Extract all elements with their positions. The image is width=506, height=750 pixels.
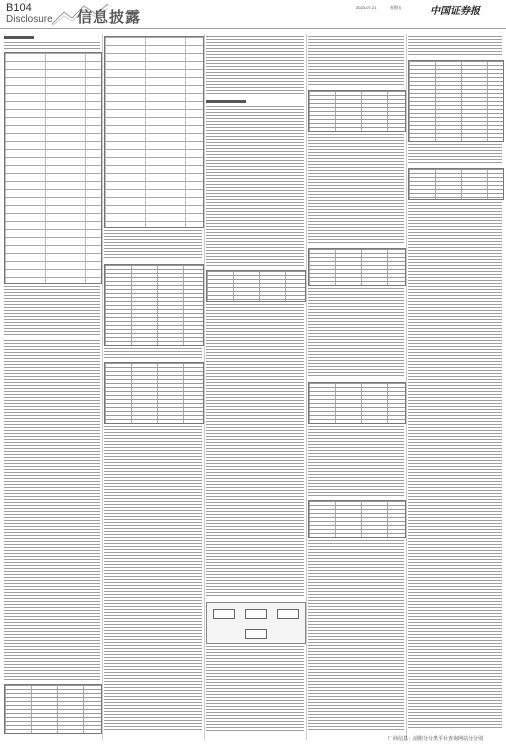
issue-date: 2023-07-21 xyxy=(356,5,377,10)
text-paragraph xyxy=(4,42,100,50)
text-paragraph xyxy=(308,288,404,378)
data-table xyxy=(308,382,406,424)
page-header xyxy=(0,0,506,29)
article-heading-bar xyxy=(206,100,246,103)
column-divider xyxy=(102,34,103,740)
text-paragraph xyxy=(4,340,100,680)
text-paragraph xyxy=(308,36,404,86)
text-paragraph xyxy=(206,646,304,732)
diagram-node xyxy=(245,609,267,619)
text-paragraph xyxy=(206,106,304,266)
column-divider xyxy=(204,34,205,740)
diagram-node xyxy=(245,629,267,639)
data-table xyxy=(308,90,406,132)
text-paragraph xyxy=(104,230,202,260)
text-paragraph xyxy=(408,36,502,56)
issue-weekday: 星期五 xyxy=(390,5,402,10)
section-title: 信息披露 xyxy=(77,8,142,26)
article-heading-bar xyxy=(4,36,34,39)
column-divider xyxy=(306,34,307,740)
diagram-node xyxy=(277,609,299,619)
data-table xyxy=(308,248,406,286)
data-table xyxy=(4,52,102,284)
page-section-label: Disclosure xyxy=(6,14,53,25)
diagram-node xyxy=(213,609,235,619)
data-table xyxy=(104,264,204,346)
footer-note: 厂商信息：前附分分类平台查询网站分分别 xyxy=(388,736,484,742)
data-table xyxy=(104,362,204,424)
newspaper-logo: 中国证券报 xyxy=(430,6,480,17)
data-table xyxy=(408,60,504,142)
data-table xyxy=(104,36,204,228)
page-code: B104 xyxy=(6,2,32,14)
text-paragraph xyxy=(308,540,404,732)
ownership-diagram xyxy=(206,602,306,644)
text-paragraph xyxy=(104,426,202,732)
text-paragraph xyxy=(308,134,404,244)
data-table xyxy=(4,684,102,734)
data-table xyxy=(206,270,306,302)
column-divider xyxy=(406,34,407,740)
text-paragraph xyxy=(206,36,304,96)
text-paragraph xyxy=(4,286,100,336)
data-table xyxy=(308,500,406,538)
text-paragraph xyxy=(408,144,502,164)
data-table xyxy=(408,168,504,200)
text-paragraph xyxy=(308,426,404,496)
text-paragraph xyxy=(104,348,202,358)
text-paragraph xyxy=(408,202,502,728)
text-paragraph xyxy=(206,304,304,598)
